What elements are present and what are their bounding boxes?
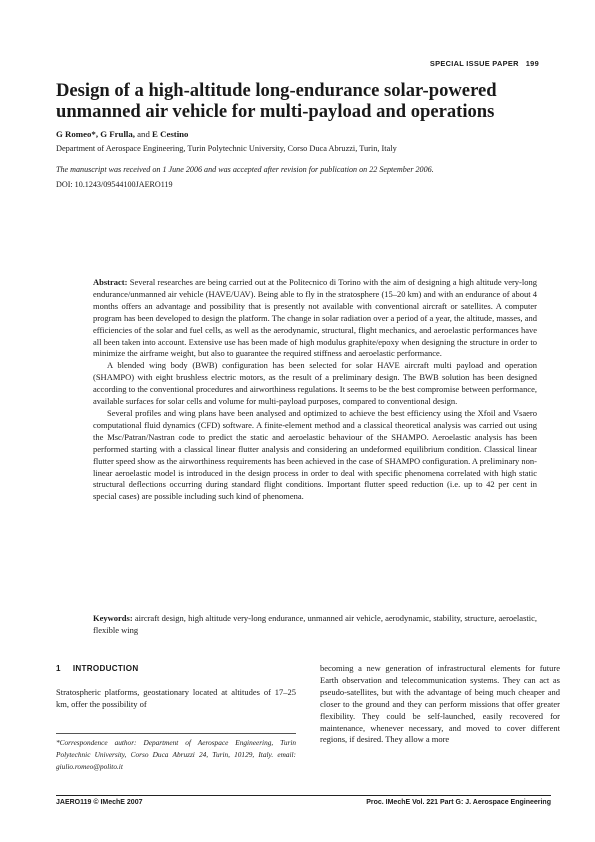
abstract-paragraph-2: A blended wing body (BWB) configuration has been selected for solar HAVE aircraft multi payload and operation (SHAMPO) with eight brushless electric motors, as the result of a preliminary design. The BWB solution has been designed according to the conventional procedures and airworthiness regulations. It seems to be the best compromise between performance, available surfaces for solar cells and volume for multi-payload purposes, compared to conventional design. [93, 360, 537, 407]
intro-text-left: Stratospheric platforms, geostationary located at altitudes of 17–25 km, offer the possibility of [56, 686, 296, 709]
footer-divider [56, 795, 551, 796]
keywords-text: aircraft design, high altitude very-long endurance, unmanned air vehicle, aerodynamic, stability, structure, aeroelastic, flexible wing [93, 613, 537, 635]
section-title: INTRODUCTION [72, 664, 139, 673]
intro-text-right: becoming a new generation of infrastructural elements for future Earth observation and telecommunication systems. They can act as pseudo-satellites, but with the advantage of being much cheaper and closer to the ground and they can perform missions that offer greater flexibility. They could be self-launched, easily recovered for maintenance, whenever necessary, and moved to cover different regions, if desired. They allow a more [320, 663, 560, 745]
left-column [56, 663, 296, 711]
page-number: 199 [525, 59, 539, 68]
author-list: G Romeo*, G Frulla, and E Cestino [56, 129, 189, 139]
section-heading [56, 663, 296, 675]
footer-left: JAERO119 © IMechE 2007 [56, 799, 143, 806]
title-line-1: Design of a high-altitude long-endurance solar-powered [56, 80, 497, 101]
affiliation: Department of Aerospace Engineering, Turin Polytechnic University, Corso Duca Abruzzi, Turin, Italy [56, 144, 397, 153]
paper-title [56, 80, 551, 122]
received-note: The manuscript was received on 1 June 2006 and was accepted after revision for publication on 22 September 2006. [56, 165, 434, 174]
abstract-text-1: Several researches are being carried out at the Politecnico di Torino with the aim of designing a high altitude very-long endurance/unmanned air vehicle (HAVE/UAV). Being able to fly in the stratosphere (15–20 km) and with an endurance of about 4 months offers an advantage and possibility that is presently not available with conventional aircraft or satellites. A computer program has been developed to design the platform. The change in solar radiation over a period of a year, the altitude, masses, and efficiencies of the solar and fuel cells, as well as the aerodynamic, structural, flight mechanics, and aeroelastic performances have all been taken into account. Extensive use has been made of high modulus graphite/epoxy when designing the structure in order to minimize the airframe weight, but also to guarantee the required stiffness and aeroelastic performance. [93, 277, 538, 359]
author-2: G Frulla [100, 129, 133, 139]
title-line-2: unmanned air vehicle for multi-payload and operations [56, 101, 495, 122]
doi: DOI: 10.1243/09544100JAERO119 [56, 180, 173, 189]
header-label: SPECIAL ISSUE PAPER [429, 59, 519, 68]
author-conjunction: and [137, 129, 150, 139]
section-number: 1 [56, 664, 61, 673]
abstract-paragraph-3: Several profiles and wing plans have been analysed and optimized to achieve the best efficiency using the Xfoil and Vsaero computational fluid dynamics (CFD) software. A finite-element method and a classical theoretical analysis was carried out using the Msc/Patran/Nastran code to predict the static and aeroelastic behaviour of the SHAMPO. Aeroelastic analysis has been performed starting with a classical linear flutter analysis and considering an undeformed equilibrium condition. Classical linear flutter speed show as the airworthiness requirements has been achieved in the case of SHAMPO configuration. A preliminary non-linear aeroelastic model is introduced in the design process in order to deal with specific phenomena correlated with high static structural deflections occurring during standard flight conditions. Important flutter speed reduction (i.e. up to 42 per cent in special cases) are possible including such kind of phenomena. [93, 407, 538, 502]
keywords-label: Keywords: [93, 613, 133, 623]
running-header [430, 59, 539, 68]
footer-right: Proc. IMechE Vol. 221 Part G: J. Aerospace Engineering [366, 799, 551, 806]
author-1: G Romeo* [56, 129, 96, 139]
footnote-divider [56, 733, 296, 734]
abstract-paragraph-1 [93, 277, 537, 360]
abstract [93, 277, 537, 503]
abstract-label: Abstract: [93, 277, 128, 287]
keywords [93, 613, 537, 637]
correspondence-footnote: *Correspondence author: Department of Aerospace Engineering, Turin Polytechnic University, Corso Duca Abruzzi 24, Turin, 10129, Italy. email: giulio.romeo@polito.it [56, 738, 296, 771]
author-3: E Cestino [152, 129, 189, 139]
